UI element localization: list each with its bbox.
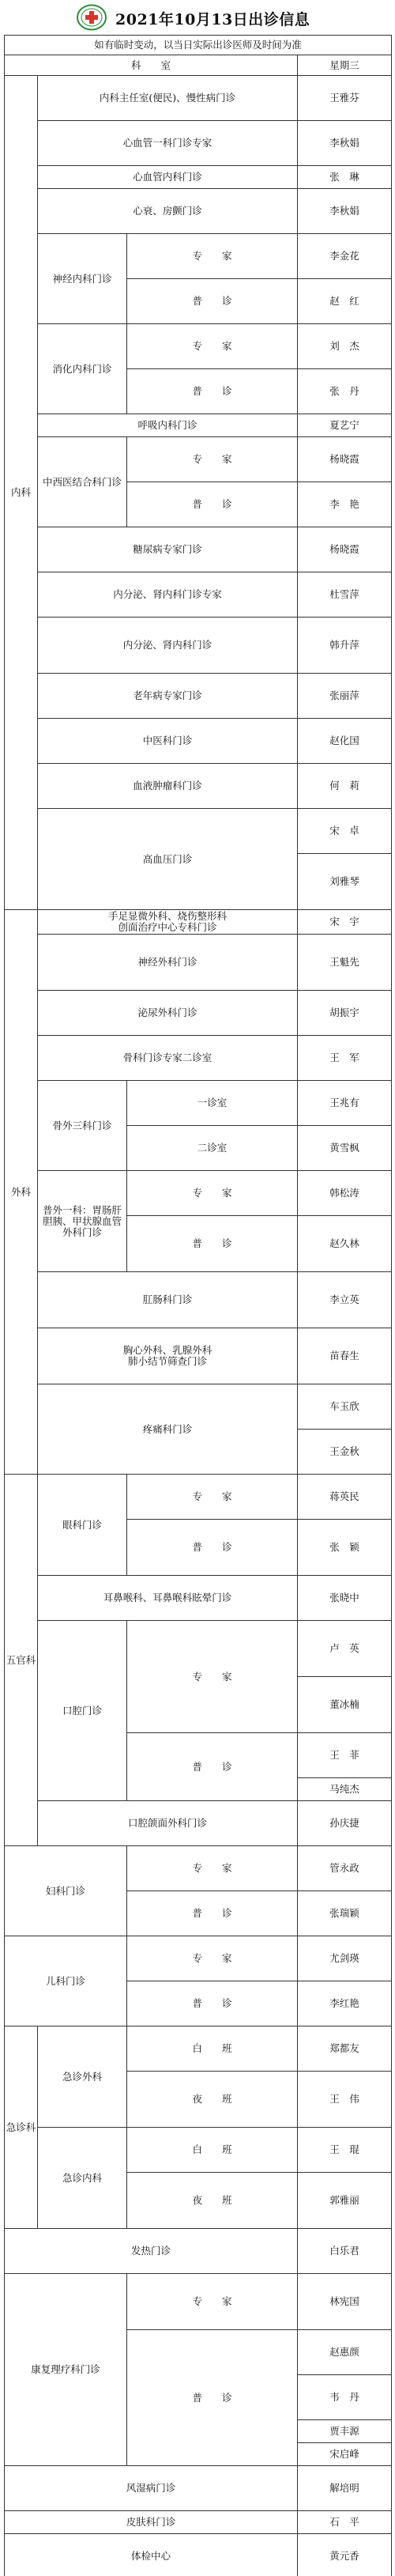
clinic-name: 骨外三科门诊 — [38, 1081, 127, 1171]
doctor-name: 张 颖 — [298, 1520, 392, 1576]
doctor-name: 韩升萍 — [298, 618, 392, 674]
table-row — [5, 414, 392, 437]
doctor-name: 郑都友 — [298, 2026, 392, 2072]
table-row — [5, 809, 392, 854]
clinic-name: 眼科门诊 — [38, 1475, 127, 1576]
clinic-name: 妇科门诊 — [5, 1846, 127, 1936]
doctor-name: 管永政 — [298, 1846, 392, 1891]
clinic-name: 中医科门诊 — [38, 719, 298, 764]
header-department: 科 室 — [5, 55, 298, 76]
doctor-name: 苗春生 — [298, 1328, 392, 1384]
clinic-name: 心衰、房颤门诊 — [38, 189, 298, 234]
doctor-name: 张晓中 — [298, 1576, 392, 1621]
doctor-name: 王魁先 — [298, 935, 392, 991]
session-type: 普 诊 — [127, 369, 298, 414]
clinic-name: 消化内科门诊 — [38, 324, 127, 414]
table-row — [5, 2511, 392, 2534]
doctor-name: 赵化国 — [298, 719, 392, 764]
clinic-name: 泌尿外科门诊 — [38, 991, 298, 1036]
clinic-name: 口腔颌面外科门诊 — [38, 1801, 298, 1846]
clinic-name: 血液肿瘤科门诊 — [38, 764, 298, 809]
table-row — [5, 910, 392, 935]
table-row — [5, 1171, 392, 1216]
doctor-name: 刘 杰 — [298, 324, 392, 369]
doctor-name: 王 伟 — [298, 2072, 392, 2128]
clinic-name: 心血管内科门诊 — [38, 166, 298, 189]
clinic-name: 内分泌、肾内科门诊专家 — [38, 572, 298, 618]
doctor-name: 杜雪萍 — [298, 572, 392, 618]
doctor-name: 尤剑瑛 — [298, 1936, 392, 1981]
doctor-name: 杨晓霞 — [298, 527, 392, 572]
table-row — [5, 1801, 392, 1846]
session-type: 夜 班 — [127, 2072, 298, 2128]
doctor-name: 王 菲 — [298, 1733, 392, 1778]
table-row — [5, 1936, 392, 1981]
table-row — [5, 572, 392, 618]
clinic-name: 神经内科门诊 — [38, 234, 127, 324]
doctor-name: 王 琨 — [298, 2128, 392, 2173]
schedule-table — [4, 35, 392, 2576]
clinic-name: 中西医结合科门诊 — [38, 437, 127, 527]
table-row — [5, 991, 392, 1036]
department-category: 外科 — [5, 910, 38, 1475]
header-weekday: 星期三 — [298, 55, 392, 76]
session-type: 普 诊 — [127, 1520, 298, 1576]
table-row — [5, 674, 392, 719]
table-row — [5, 1081, 392, 1126]
table-row — [5, 121, 392, 166]
table-row — [5, 437, 392, 482]
department-category: 内科 — [5, 76, 38, 910]
doctor-name: 张 丹 — [298, 369, 392, 414]
table-row — [5, 764, 392, 809]
session-type: 白 班 — [127, 2026, 298, 2072]
session-type: 专 家 — [127, 1936, 298, 1981]
doctor-name: 韩松涛 — [298, 1171, 392, 1216]
clinic-name: 胸心外科、乳腺外科 肺小结节筛查门诊 — [38, 1328, 298, 1384]
doctor-name: 王雅芬 — [298, 76, 392, 121]
doctor-name: 张丽萍 — [298, 674, 392, 719]
doctor-name: 胡振宇 — [298, 991, 392, 1036]
clinic-name: 内分泌、肾内科门诊 — [38, 618, 298, 674]
table-row — [5, 76, 392, 121]
doctor-name: 石 平 — [298, 2511, 392, 2534]
table-row — [5, 189, 392, 234]
clinic-name: 心血管一科门诊专家 — [38, 121, 298, 166]
clinic-name: 神经外科门诊 — [38, 935, 298, 991]
session-type: 普 诊 — [127, 1891, 298, 1936]
clinic-name: 内科主任室(便民)、慢性病门诊 — [38, 76, 298, 121]
doctor-name: 解培明 — [298, 2466, 392, 2511]
clinic-name: 老年病专家门诊 — [38, 674, 298, 719]
doctor-name: 李金花 — [298, 234, 392, 279]
page-title: 2021年10月13日出诊信息 — [115, 8, 310, 29]
doctor-name: 黄雪枫 — [298, 1126, 392, 1171]
table-row — [5, 2229, 392, 2274]
session-type: 专 家 — [127, 437, 298, 482]
clinic-name: 口腔门诊 — [38, 1621, 127, 1801]
doctor-name: 车玉欣 — [298, 1384, 392, 1430]
doctor-name: 李 艳 — [298, 482, 392, 527]
table-row — [5, 2026, 392, 2072]
clinic-name: 风湿病门诊 — [5, 2466, 298, 2511]
doctor-name: 王 军 — [298, 1036, 392, 1081]
clinic-name: 高血压门诊 — [38, 809, 298, 910]
clinic-name: 儿科门诊 — [5, 1936, 127, 2026]
table-row — [5, 2466, 392, 2511]
table-row — [5, 2274, 392, 2330]
table-row — [5, 1846, 392, 1891]
table-row — [5, 935, 392, 991]
doctor-name: 宋启峰 — [298, 2443, 392, 2466]
doctor-name: 贾丰源 — [298, 2420, 392, 2443]
doctor-name: 李秋娟 — [298, 189, 392, 234]
session-type: 二诊室 — [127, 1126, 298, 1171]
doctor-name: 林宪国 — [298, 2274, 392, 2330]
table-row — [5, 719, 392, 764]
doctor-name: 杨晓霞 — [298, 437, 392, 482]
department-category: 五官科 — [5, 1475, 38, 1846]
doctor-name: 李立英 — [298, 1272, 392, 1328]
clinic-name: 手足显微外科、烧伤整形科 创面治疗中心专科门诊 — [38, 910, 298, 935]
doctor-name: 张瑞颖 — [298, 1891, 392, 1936]
clinic-name: 骨科门诊专家二诊室 — [38, 1036, 298, 1081]
session-type: 专 家 — [127, 1171, 298, 1216]
notice-text: 如有临时变动，以当日实际出诊医师及时间为准 — [5, 36, 392, 55]
doctor-name: 李红艳 — [298, 1981, 392, 2026]
clinic-name: 康复理疗科门诊 — [5, 2274, 127, 2466]
session-type: 专 家 — [127, 324, 298, 369]
clinic-name: 皮肤科门诊 — [5, 2511, 298, 2534]
session-type: 专 家 — [127, 234, 298, 279]
doctor-name: 董冰楠 — [298, 1677, 392, 1733]
session-type: 普 诊 — [127, 279, 298, 324]
hospital-logo-icon — [76, 4, 107, 31]
clinic-name: 疼痛科门诊 — [38, 1384, 298, 1475]
session-type: 普 诊 — [127, 2330, 298, 2466]
table-row — [5, 1475, 392, 1520]
session-type: 夜 班 — [127, 2173, 298, 2229]
doctor-name: 赵惠颜 — [298, 2330, 392, 2375]
session-type: 专 家 — [127, 2274, 298, 2330]
doctor-name: 白乐君 — [298, 2229, 392, 2274]
table-row — [5, 324, 392, 369]
session-type: 普 诊 — [127, 1216, 298, 1272]
doctor-name: 何 莉 — [298, 764, 392, 809]
doctor-name: 夏艺宁 — [298, 414, 392, 437]
department-category: 急诊科 — [5, 2026, 38, 2229]
table-row — [5, 1272, 392, 1328]
session-type: 专 家 — [127, 1846, 298, 1891]
clinic-name: 急诊外科 — [38, 2026, 127, 2128]
table-row — [5, 1576, 392, 1621]
doctor-name: 黄元香 — [298, 2534, 392, 2576]
doctor-name: 刘雅琴 — [298, 854, 392, 910]
session-type: 普 诊 — [127, 1981, 298, 2026]
doctor-name: 马纯杰 — [298, 1778, 392, 1801]
doctor-name: 宋 宇 — [298, 910, 392, 935]
table-row — [5, 2128, 392, 2173]
session-type: 专 家 — [127, 1475, 298, 1520]
doctor-name: 蒋英民 — [298, 1475, 392, 1520]
doctor-name: 韦 丹 — [298, 2375, 392, 2420]
doctor-name: 赵久林 — [298, 1216, 392, 1272]
doctor-name: 孙庆捷 — [298, 1801, 392, 1846]
table-row — [5, 1036, 392, 1081]
page-header — [0, 0, 395, 35]
table-row — [5, 1384, 392, 1430]
clinic-name: 呼吸内科门诊 — [38, 414, 298, 437]
clinic-name: 耳鼻喉科、耳鼻喉科眩晕门诊 — [38, 1576, 298, 1621]
clinic-name: 普外一科：胃肠肝 胆胰、甲状腺血管 外科门诊 — [38, 1171, 127, 1272]
table-row — [5, 618, 392, 674]
clinic-name: 发热门诊 — [5, 2229, 298, 2274]
session-type: 普 诊 — [127, 482, 298, 527]
session-type: 普 诊 — [127, 1733, 298, 1801]
clinic-name: 肛肠科门诊 — [38, 1272, 298, 1328]
session-type: 专 家 — [127, 1621, 298, 1733]
session-type: 白 班 — [127, 2128, 298, 2173]
doctor-name: 李秋娟 — [298, 121, 392, 166]
clinic-name: 体检中心 — [5, 2534, 298, 2576]
doctor-name: 王金秋 — [298, 1430, 392, 1475]
table-row — [5, 166, 392, 189]
doctor-name: 赵 红 — [298, 279, 392, 324]
table-row — [5, 527, 392, 572]
doctor-name: 卢 英 — [298, 1621, 392, 1677]
doctor-name: 宋 卓 — [298, 809, 392, 854]
table-row — [5, 2534, 392, 2576]
clinic-name: 急诊内科 — [38, 2128, 127, 2229]
session-type: 一诊室 — [127, 1081, 298, 1126]
doctor-name: 张 琳 — [298, 166, 392, 189]
table-row — [5, 1621, 392, 1677]
clinic-name: 糖尿病专家门诊 — [38, 527, 298, 572]
doctor-name: 王兆有 — [298, 1081, 392, 1126]
table-row — [5, 234, 392, 279]
doctor-name: 郭雅丽 — [298, 2173, 392, 2229]
table-row — [5, 1328, 392, 1384]
